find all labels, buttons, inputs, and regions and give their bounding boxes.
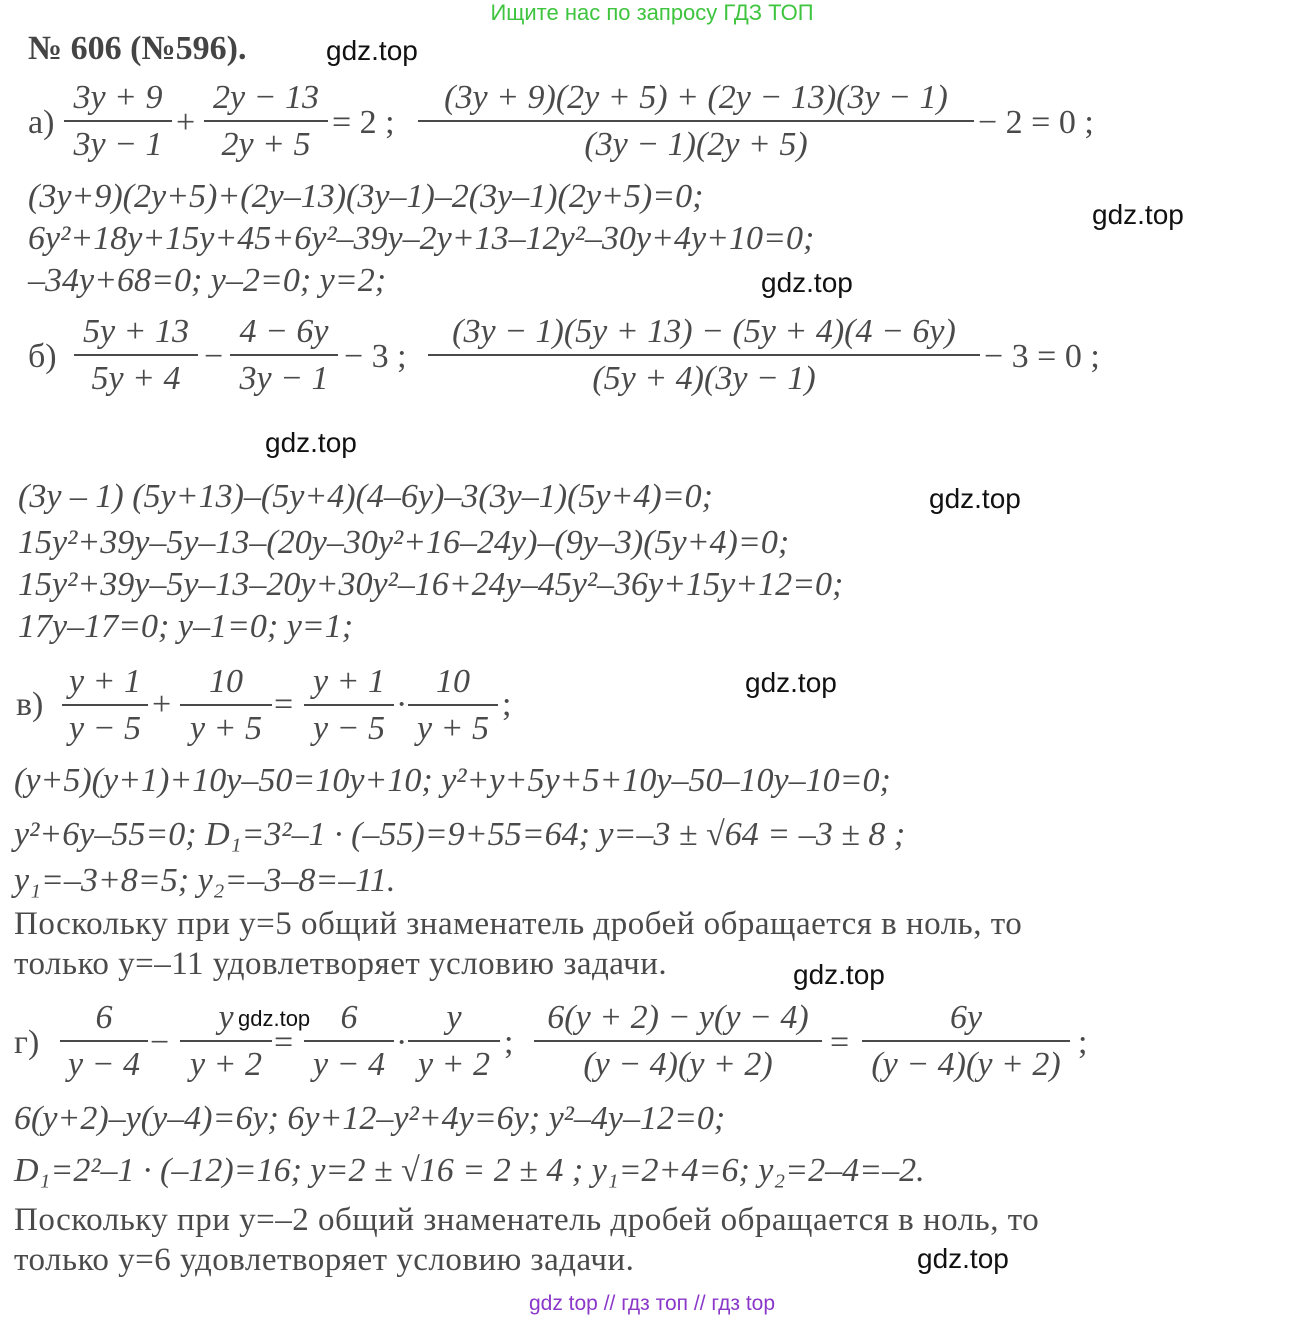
solution-line: –34y+68=0; y–2=0; y=2; <box>28 262 387 299</box>
fraction <box>180 660 272 752</box>
problem-title: № 606 (№596). <box>28 30 247 67</box>
solution-line: (3y+9)(2y+5)+(2y–13)(3y–1)–2(3y–1)(2y+5)=0; <box>28 178 704 215</box>
part-g-label: г) <box>14 1024 40 1061</box>
watermark: gdz.top <box>793 959 885 990</box>
operator: ; <box>504 1024 514 1061</box>
footer-links: gdz top // гдз топ // гдз top <box>528 1292 776 1315</box>
watermark: gdz.top <box>745 667 837 698</box>
numerator: y <box>218 999 234 1036</box>
solution-line: 17y–17=0; y–1=0; y=1; <box>18 608 354 645</box>
denominator: 3y − 1 <box>239 360 329 397</box>
fraction <box>428 310 980 402</box>
watermark: gdz.top <box>238 1006 311 1031</box>
fraction <box>180 996 272 1088</box>
solution-line: 15y²+39y–5y–13–(20y–30y²+16–24y)–(9y–3)(5y+4)=0; <box>18 524 790 561</box>
numerator: 6(y + 2) − y(y − 4) <box>547 999 809 1036</box>
solution-line: 15y²+39y–5y–13–20y+30y²–16+24y–45y²–36y+15y+12=0; <box>18 566 844 603</box>
solution-line: 6(y+2)–y(y–4)=6y; 6y+12–y²+4y=6y; y²–4y–12=0; <box>14 1100 726 1137</box>
watermark: gdz.top <box>929 483 1021 514</box>
numerator: y + 1 <box>312 663 386 700</box>
numerator: 6y <box>949 999 983 1036</box>
note-text: Поскольку при y=5 общий знаменатель дробей обращается в ноль, то <box>14 906 1023 942</box>
solution-line: y₁=–3+8=5; y₂=–3–8=–11. <box>14 862 396 899</box>
denominator: y − 4 <box>312 1046 386 1083</box>
fraction <box>862 996 1070 1088</box>
part-a-label: а) <box>28 104 55 141</box>
denominator: (y − 4)(y + 2) <box>583 1046 773 1083</box>
equation-rhs: = 2 ; <box>332 104 395 141</box>
denominator: y + 2 <box>417 1046 491 1083</box>
fraction <box>408 660 498 752</box>
watermark: gdz.top <box>1092 199 1184 230</box>
solution-line: (y+5)(y+1)+10y–50=10y+10; y²+y+5y+5+10y–50–10y–10=0; <box>14 762 891 799</box>
operator: + <box>152 686 172 723</box>
denominator: y − 4 <box>67 1046 141 1083</box>
operator: = <box>830 1024 850 1061</box>
solution-line: y²+6y–55=0; D₁=3²–1 · (–55)=9+55=64; y=–3 ± √64 = –3 ± 8 ; <box>14 816 906 853</box>
numerator: y + 1 <box>68 663 142 700</box>
operator: − <box>150 1024 170 1061</box>
solution-line: (3y – 1) (5y+13)–(5y+4)(4–6y)–3(3y–1)(5y+4)=0; <box>18 478 714 515</box>
fraction <box>60 996 148 1088</box>
numerator: (3y + 9)(2y + 5) + (2y − 13)(3y − 1) <box>444 79 948 116</box>
fraction <box>408 996 500 1088</box>
equation-tail: − 2 = 0 ; <box>978 104 1094 141</box>
operator: ; <box>502 686 512 723</box>
numerator: 3y + 9 <box>73 79 163 116</box>
fraction <box>304 660 394 752</box>
operator: = <box>274 686 294 723</box>
denominator: y − 5 <box>68 710 142 747</box>
fraction <box>230 310 338 402</box>
equation-rhs: − 3 ; <box>344 338 407 375</box>
numerator: 10 <box>209 663 243 700</box>
numerator: 10 <box>436 663 470 700</box>
denominator: 3y − 1 <box>73 126 163 163</box>
numerator: 4 − 6y <box>239 313 329 350</box>
denominator: 2y + 5 <box>221 126 311 163</box>
fraction <box>62 660 148 752</box>
operator: · <box>396 1024 408 1061</box>
operator: − <box>204 338 224 375</box>
fraction <box>534 996 822 1088</box>
part-b-label: б) <box>28 338 57 375</box>
denominator: 5y + 4 <box>91 360 181 397</box>
operator: ; <box>1078 1024 1088 1061</box>
denominator: (y − 4)(y + 2) <box>871 1046 1061 1083</box>
note-text: Поскольку при y=–2 общий знаменатель дробей обращается в ноль, то <box>14 1202 1040 1238</box>
denominator: y + 2 <box>189 1046 263 1083</box>
numerator: (3y − 1)(5y + 13) − (5y + 4)(4 − 6y) <box>452 313 956 350</box>
watermark: gdz.top <box>761 267 853 298</box>
solution-line: 6y²+18y+15y+45+6y²–39y–2y+13–12y²–30y+4y+10=0; <box>28 220 815 257</box>
search-banner: Ищите нас по запросу ГДЗ ТОП <box>490 0 814 25</box>
denominator: y − 5 <box>312 710 386 747</box>
numerator: 6 <box>95 999 113 1036</box>
watermark: gdz.top <box>265 427 357 458</box>
fraction <box>74 310 198 402</box>
fraction <box>64 76 172 168</box>
watermark: gdz.top <box>326 35 418 66</box>
watermark: gdz.top <box>917 1243 1009 1274</box>
note-text: только y=6 удовлетворяет условию задачи. <box>14 1242 635 1278</box>
solution-line: D₁=2²–1 · (–12)=16; y=2 ± √16 = 2 ± 4 ; y₁=2+4=6; y₂=2–4=–2. <box>14 1152 925 1189</box>
equation-tail: − 3 = 0 ; <box>984 338 1100 375</box>
fraction <box>418 76 974 168</box>
denominator: y + 5 <box>416 710 490 747</box>
denominator: y + 5 <box>189 710 263 747</box>
denominator: (5y + 4)(3y − 1) <box>592 360 816 397</box>
numerator: 5y + 13 <box>82 313 190 350</box>
fraction <box>204 76 328 168</box>
fraction <box>304 996 394 1088</box>
numerator: 2y − 13 <box>212 79 320 116</box>
denominator: (3y − 1)(2y + 5) <box>584 126 808 163</box>
numerator: y <box>446 999 462 1036</box>
numerator: 6 <box>340 999 358 1036</box>
operator: = <box>274 1024 294 1061</box>
operator: + <box>176 104 196 141</box>
note-text: только y=–11 удовлетворяет условию задачи. <box>14 946 668 982</box>
operator: · <box>396 686 408 723</box>
part-v-label: в) <box>16 686 44 723</box>
